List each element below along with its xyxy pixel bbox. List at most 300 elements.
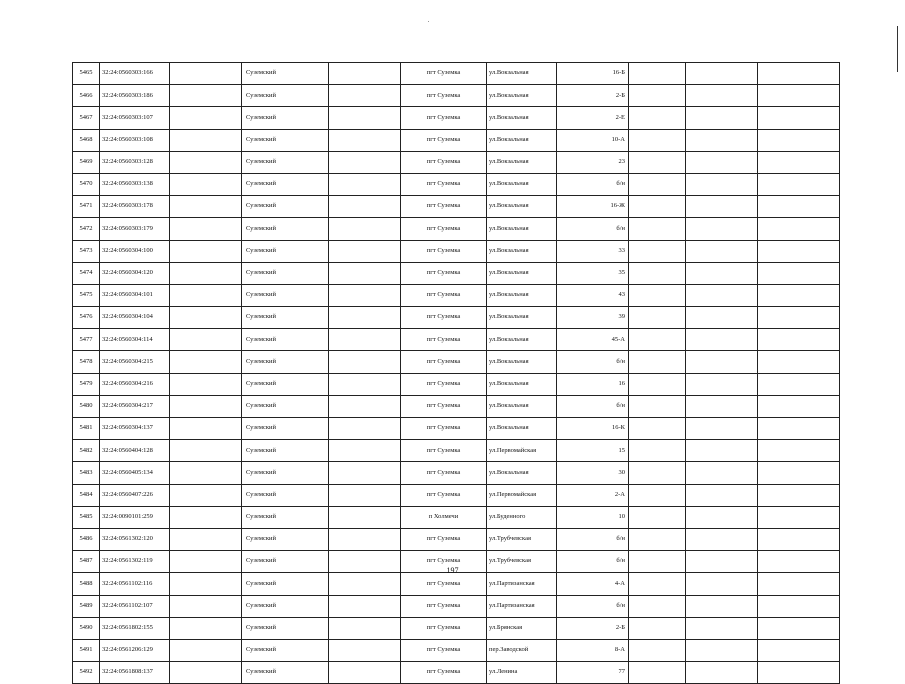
cell-street: ул.Вокзальная: [487, 262, 557, 284]
cell-blank-col-3: [170, 107, 242, 129]
cell-blank-col-5: [329, 196, 401, 218]
cell-district: Суземский: [242, 662, 329, 684]
cell-blank-col-11: [758, 329, 840, 351]
cell-blank-col-9: [629, 373, 686, 395]
cell-blank-col-3: [170, 639, 242, 661]
cell-blank-col-10: [686, 218, 758, 240]
cell-district: Суземский: [242, 595, 329, 617]
cell-cadastral-number: 32:24:0560404:128: [100, 440, 170, 462]
cell-blank-col-9: [629, 129, 686, 151]
cell-settlement: пгт Суземка: [401, 307, 487, 329]
cell-blank-col-5: [329, 173, 401, 195]
cell-blank-col-10: [686, 329, 758, 351]
table-row: [73, 85, 840, 107]
cell-settlement: пгт Суземка: [401, 284, 487, 306]
cell-settlement: пгт Суземка: [401, 240, 487, 262]
cell-street: ул.Вокзальная: [487, 129, 557, 151]
cell-row-number: 5467: [73, 107, 100, 129]
cell-district: Суземский: [242, 262, 329, 284]
cell-blank-col-10: [686, 262, 758, 284]
cell-cadastral-number: 32:24:0561302:119: [100, 551, 170, 573]
cell-row-number: 5485: [73, 506, 100, 528]
cell-blank-col-10: [686, 284, 758, 306]
cell-settlement: пгт Суземка: [401, 63, 487, 85]
cell-settlement: пгт Суземка: [401, 107, 487, 129]
cell-settlement: пгт Суземка: [401, 129, 487, 151]
cell-street: ул.Вокзальная: [487, 240, 557, 262]
cell-row-number: 5491: [73, 639, 100, 661]
cell-street: ул.Буденного: [487, 506, 557, 528]
cell-cadastral-number: 32:24:0560407:226: [100, 484, 170, 506]
table-row: [73, 440, 840, 462]
cell-blank-col-3: [170, 151, 242, 173]
cell-blank-col-10: [686, 351, 758, 373]
cell-blank-col-5: [329, 373, 401, 395]
cell-cadastral-number: 32:24:0561302:120: [100, 528, 170, 550]
cell-blank-col-5: [329, 351, 401, 373]
cell-row-number: 5490: [73, 617, 100, 639]
cell-blank-col-9: [629, 573, 686, 595]
cell-cadastral-number: 32:24:0560304:101: [100, 284, 170, 306]
cell-blank-col-3: [170, 395, 242, 417]
cell-cadastral-number: 32:24:0560303:138: [100, 173, 170, 195]
cell-row-number: 5465: [73, 63, 100, 85]
cell-blank-col-11: [758, 284, 840, 306]
cell-house-number: б/н: [557, 551, 629, 573]
table-row: [73, 573, 840, 595]
register-table-body: [73, 63, 840, 684]
cell-row-number: 5492: [73, 662, 100, 684]
cell-blank-col-10: [686, 107, 758, 129]
cell-street: ул.Вокзальная: [487, 196, 557, 218]
cell-settlement: пгт Суземка: [401, 351, 487, 373]
cell-blank-col-3: [170, 196, 242, 218]
table-row: [73, 373, 840, 395]
cell-street: ул.Вокзальная: [487, 351, 557, 373]
cell-blank-col-3: [170, 129, 242, 151]
cell-blank-col-11: [758, 351, 840, 373]
cell-house-number: б/н: [557, 351, 629, 373]
table-row: [73, 595, 840, 617]
cell-district: Суземский: [242, 63, 329, 85]
cell-blank-col-10: [686, 662, 758, 684]
cell-house-number: 16-Б: [557, 63, 629, 85]
cell-row-number: 5478: [73, 351, 100, 373]
cell-cadastral-number: 32:24:0560304:216: [100, 373, 170, 395]
cell-blank-col-9: [629, 506, 686, 528]
cell-blank-col-9: [629, 307, 686, 329]
cell-blank-col-9: [629, 151, 686, 173]
cell-blank-col-10: [686, 196, 758, 218]
cell-settlement: пгт Суземка: [401, 573, 487, 595]
cell-blank-col-9: [629, 617, 686, 639]
cell-cadastral-number: 32:24:0560304:137: [100, 418, 170, 440]
cell-district: Суземский: [242, 373, 329, 395]
cell-district: Суземский: [242, 85, 329, 107]
table-row: [73, 639, 840, 661]
cell-house-number: 16-К: [557, 418, 629, 440]
table-row: [73, 351, 840, 373]
cell-settlement: пгт Суземка: [401, 639, 487, 661]
cell-street: ул.Вокзальная: [487, 418, 557, 440]
table-row: [73, 284, 840, 306]
cell-house-number: 43: [557, 284, 629, 306]
cell-blank-col-10: [686, 528, 758, 550]
cell-blank-col-11: [758, 484, 840, 506]
cell-house-number: 16: [557, 373, 629, 395]
cell-blank-col-11: [758, 418, 840, 440]
register-table: [72, 62, 840, 684]
cell-blank-col-9: [629, 351, 686, 373]
cell-blank-col-5: [329, 307, 401, 329]
table-row: [73, 240, 840, 262]
cell-blank-col-3: [170, 506, 242, 528]
cell-house-number: 33: [557, 240, 629, 262]
cell-blank-col-5: [329, 151, 401, 173]
cell-row-number: 5471: [73, 196, 100, 218]
cell-blank-col-11: [758, 196, 840, 218]
cell-cadastral-number: 32:24:0560303:107: [100, 107, 170, 129]
cell-row-number: 5489: [73, 595, 100, 617]
cell-blank-col-3: [170, 440, 242, 462]
cell-row-number: 5480: [73, 395, 100, 417]
cell-house-number: б/н: [557, 395, 629, 417]
cell-cadastral-number: 32:24:0561206:129: [100, 639, 170, 661]
cell-district: Суземский: [242, 151, 329, 173]
cell-blank-col-11: [758, 462, 840, 484]
table-row: [73, 617, 840, 639]
cell-blank-col-11: [758, 662, 840, 684]
cell-row-number: 5473: [73, 240, 100, 262]
cell-street: ул.Вокзальная: [487, 63, 557, 85]
cell-street: ул.Первомайская: [487, 484, 557, 506]
cell-blank-col-5: [329, 528, 401, 550]
cell-blank-col-3: [170, 351, 242, 373]
cell-street: ул.Первомайская: [487, 440, 557, 462]
cell-settlement: пгт Суземка: [401, 85, 487, 107]
cell-house-number: б/н: [557, 528, 629, 550]
cell-house-number: 35: [557, 262, 629, 284]
cell-blank-col-9: [629, 240, 686, 262]
cell-settlement: пгт Суземка: [401, 528, 487, 550]
cell-house-number: б/н: [557, 595, 629, 617]
table-row: [73, 528, 840, 550]
cell-blank-col-11: [758, 440, 840, 462]
cell-blank-col-5: [329, 573, 401, 595]
cell-blank-col-11: [758, 307, 840, 329]
cell-street: ул.Трубчевская: [487, 551, 557, 573]
cell-house-number: 2-А: [557, 484, 629, 506]
cell-house-number: 15: [557, 440, 629, 462]
cell-blank-col-11: [758, 63, 840, 85]
table-row: [73, 107, 840, 129]
cell-blank-col-3: [170, 528, 242, 550]
cell-row-number: 5481: [73, 418, 100, 440]
cell-house-number: 10-А: [557, 129, 629, 151]
cell-blank-col-3: [170, 329, 242, 351]
cell-house-number: 30: [557, 462, 629, 484]
cell-blank-col-3: [170, 284, 242, 306]
cell-blank-col-10: [686, 440, 758, 462]
cell-blank-col-3: [170, 573, 242, 595]
cell-settlement: пгт Суземка: [401, 395, 487, 417]
cell-blank-col-11: [758, 129, 840, 151]
cell-blank-col-10: [686, 307, 758, 329]
cell-blank-col-9: [629, 284, 686, 306]
cell-blank-col-5: [329, 506, 401, 528]
cell-district: Суземский: [242, 395, 329, 417]
cell-row-number: 5488: [73, 573, 100, 595]
table-row: [73, 129, 840, 151]
cell-cadastral-number: 32:24:0560304:215: [100, 351, 170, 373]
cell-settlement: пгт Суземка: [401, 617, 487, 639]
cell-blank-col-10: [686, 506, 758, 528]
cell-blank-col-10: [686, 63, 758, 85]
scan-edge-line: [897, 26, 898, 72]
cell-blank-col-9: [629, 595, 686, 617]
cell-blank-col-5: [329, 617, 401, 639]
cell-settlement: пгт Суземка: [401, 662, 487, 684]
cell-blank-col-11: [758, 151, 840, 173]
cell-cadastral-number: 32:24:0560303:108: [100, 129, 170, 151]
table-row: [73, 329, 840, 351]
cell-settlement: пгт Суземка: [401, 595, 487, 617]
cell-street: ул.Вокзальная: [487, 173, 557, 195]
cell-blank-col-10: [686, 418, 758, 440]
cell-blank-col-5: [329, 662, 401, 684]
cell-cadastral-number: 32:24:0560303:179: [100, 218, 170, 240]
cell-cadastral-number: 32:24:0561102:116: [100, 573, 170, 595]
cell-district: Суземский: [242, 329, 329, 351]
cell-blank-col-9: [629, 440, 686, 462]
cell-cadastral-number: 32:24:0560303:178: [100, 196, 170, 218]
cell-house-number: 2-Е: [557, 107, 629, 129]
cell-row-number: 5469: [73, 151, 100, 173]
cell-district: Суземский: [242, 551, 329, 573]
cell-street: ул.Вокзальная: [487, 284, 557, 306]
cell-cadastral-number: 32:24:0561808:137: [100, 662, 170, 684]
cell-settlement: пгт Суземка: [401, 329, 487, 351]
cell-blank-col-10: [686, 462, 758, 484]
cell-settlement: пгт Суземка: [401, 440, 487, 462]
cell-district: Суземский: [242, 173, 329, 195]
cell-blank-col-10: [686, 484, 758, 506]
table-row: [73, 218, 840, 240]
cell-blank-col-3: [170, 462, 242, 484]
cell-street: ул.Ленина: [487, 662, 557, 684]
cell-blank-col-5: [329, 462, 401, 484]
cell-blank-col-3: [170, 218, 242, 240]
cell-blank-col-9: [629, 107, 686, 129]
register-table-container: [72, 62, 839, 684]
cell-street: ул.Трубчевская: [487, 528, 557, 550]
cell-settlement: пгт Суземка: [401, 418, 487, 440]
cell-row-number: 5474: [73, 262, 100, 284]
cell-blank-col-10: [686, 373, 758, 395]
table-row: [73, 307, 840, 329]
cell-cadastral-number: 32:24:0090101:259: [100, 506, 170, 528]
cell-blank-col-5: [329, 440, 401, 462]
cell-street: ул.Брянская: [487, 617, 557, 639]
cell-cadastral-number: 32:24:0560303:166: [100, 63, 170, 85]
page-number: 197: [446, 566, 459, 575]
cell-blank-col-5: [329, 129, 401, 151]
cell-blank-col-11: [758, 595, 840, 617]
cell-blank-col-3: [170, 418, 242, 440]
cell-district: Суземский: [242, 240, 329, 262]
table-row: [73, 506, 840, 528]
cell-district: Суземский: [242, 129, 329, 151]
cell-blank-col-5: [329, 284, 401, 306]
cell-blank-col-10: [686, 129, 758, 151]
cell-cadastral-number: 32:24:0560405:134: [100, 462, 170, 484]
cell-blank-col-9: [629, 662, 686, 684]
cell-house-number: 39: [557, 307, 629, 329]
cell-blank-col-9: [629, 395, 686, 417]
cell-blank-col-11: [758, 506, 840, 528]
cell-blank-col-5: [329, 63, 401, 85]
cell-blank-col-9: [629, 218, 686, 240]
cell-district: Суземский: [242, 462, 329, 484]
cell-district: Суземский: [242, 351, 329, 373]
cell-street: ул.Вокзальная: [487, 462, 557, 484]
cell-blank-col-5: [329, 484, 401, 506]
cell-row-number: 5472: [73, 218, 100, 240]
cell-district: Суземский: [242, 528, 329, 550]
cell-blank-col-10: [686, 595, 758, 617]
cell-row-number: 5475: [73, 284, 100, 306]
cell-blank-col-11: [758, 528, 840, 550]
table-row: [73, 418, 840, 440]
cell-blank-col-10: [686, 151, 758, 173]
cell-settlement: пгт Суземка: [401, 151, 487, 173]
cell-blank-col-10: [686, 240, 758, 262]
cell-cadastral-number: 32:24:0560303:128: [100, 151, 170, 173]
table-row: [73, 262, 840, 284]
cell-row-number: 5468: [73, 129, 100, 151]
cell-blank-col-5: [329, 639, 401, 661]
cell-district: Суземский: [242, 196, 329, 218]
cell-blank-col-9: [629, 462, 686, 484]
cell-district: Суземский: [242, 107, 329, 129]
cell-row-number: 5466: [73, 85, 100, 107]
cell-blank-col-9: [629, 484, 686, 506]
cell-cadastral-number: 32:24:0560304:100: [100, 240, 170, 262]
cell-blank-col-5: [329, 418, 401, 440]
cell-row-number: 5486: [73, 528, 100, 550]
cell-district: Суземский: [242, 307, 329, 329]
cell-street: ул.Вокзальная: [487, 85, 557, 107]
table-row: [73, 196, 840, 218]
cell-blank-col-10: [686, 85, 758, 107]
cell-cadastral-number: 32:24:0560304:104: [100, 307, 170, 329]
cell-row-number: 5487: [73, 551, 100, 573]
cell-blank-col-11: [758, 617, 840, 639]
cell-cadastral-number: 32:24:0561802:155: [100, 617, 170, 639]
cell-street: ул.Вокзальная: [487, 218, 557, 240]
cell-street: ул.Вокзальная: [487, 151, 557, 173]
cell-street: ул.Партизанская: [487, 573, 557, 595]
cell-blank-col-3: [170, 63, 242, 85]
cell-settlement: п Холмечи: [401, 506, 487, 528]
cell-blank-col-3: [170, 373, 242, 395]
cell-blank-col-10: [686, 639, 758, 661]
cell-blank-col-3: [170, 240, 242, 262]
cell-blank-col-9: [629, 639, 686, 661]
cell-blank-col-11: [758, 240, 840, 262]
cell-house-number: 4-А: [557, 573, 629, 595]
cell-blank-col-3: [170, 617, 242, 639]
table-row: [73, 173, 840, 195]
cell-settlement: пгт Суземка: [401, 484, 487, 506]
cell-blank-col-11: [758, 639, 840, 661]
cell-cadastral-number: 32:24:0560303:186: [100, 85, 170, 107]
table-row: [73, 662, 840, 684]
cell-cadastral-number: 32:24:0560304:114: [100, 329, 170, 351]
table-row: [73, 462, 840, 484]
cell-blank-col-9: [629, 418, 686, 440]
cell-street: ул.Вокзальная: [487, 395, 557, 417]
cell-street: ул.Вокзальная: [487, 107, 557, 129]
cell-district: Суземский: [242, 440, 329, 462]
cell-blank-col-3: [170, 307, 242, 329]
cell-blank-col-5: [329, 218, 401, 240]
cell-blank-col-11: [758, 85, 840, 107]
cell-blank-col-11: [758, 218, 840, 240]
cell-district: Суземский: [242, 218, 329, 240]
cell-row-number: 5482: [73, 440, 100, 462]
cell-blank-col-5: [329, 395, 401, 417]
cell-house-number: 77: [557, 662, 629, 684]
cell-row-number: 5477: [73, 329, 100, 351]
cell-blank-col-11: [758, 173, 840, 195]
cell-blank-col-3: [170, 662, 242, 684]
cell-settlement: пгт Суземка: [401, 373, 487, 395]
cell-blank-col-5: [329, 262, 401, 284]
cell-street: ул.Вокзальная: [487, 329, 557, 351]
scan-speck: [428, 21, 429, 22]
cell-blank-col-3: [170, 484, 242, 506]
cell-cadastral-number: 32:24:0560304:120: [100, 262, 170, 284]
cell-blank-col-10: [686, 573, 758, 595]
cell-row-number: 5484: [73, 484, 100, 506]
cell-blank-col-10: [686, 617, 758, 639]
cell-settlement: пгт Суземка: [401, 196, 487, 218]
cell-blank-col-9: [629, 528, 686, 550]
table-row: [73, 63, 840, 85]
cell-house-number: 2-Б: [557, 85, 629, 107]
cell-settlement: пгт Суземка: [401, 262, 487, 284]
cell-blank-col-11: [758, 373, 840, 395]
table-row: [73, 151, 840, 173]
cell-blank-col-5: [329, 329, 401, 351]
cell-house-number: 16-Ж: [557, 196, 629, 218]
cell-row-number: 5470: [73, 173, 100, 195]
cell-settlement: пгт Суземка: [401, 218, 487, 240]
cell-house-number: 45-А: [557, 329, 629, 351]
cell-cadastral-number: 32:24:0561102:107: [100, 595, 170, 617]
cell-settlement: пгт Суземка: [401, 462, 487, 484]
cell-blank-col-10: [686, 395, 758, 417]
cell-district: Суземский: [242, 506, 329, 528]
cell-blank-col-3: [170, 85, 242, 107]
cell-row-number: 5483: [73, 462, 100, 484]
cell-blank-col-9: [629, 85, 686, 107]
cell-house-number: 10: [557, 506, 629, 528]
cell-street: ул.Вокзальная: [487, 307, 557, 329]
cell-blank-col-3: [170, 595, 242, 617]
cell-house-number: 23: [557, 151, 629, 173]
